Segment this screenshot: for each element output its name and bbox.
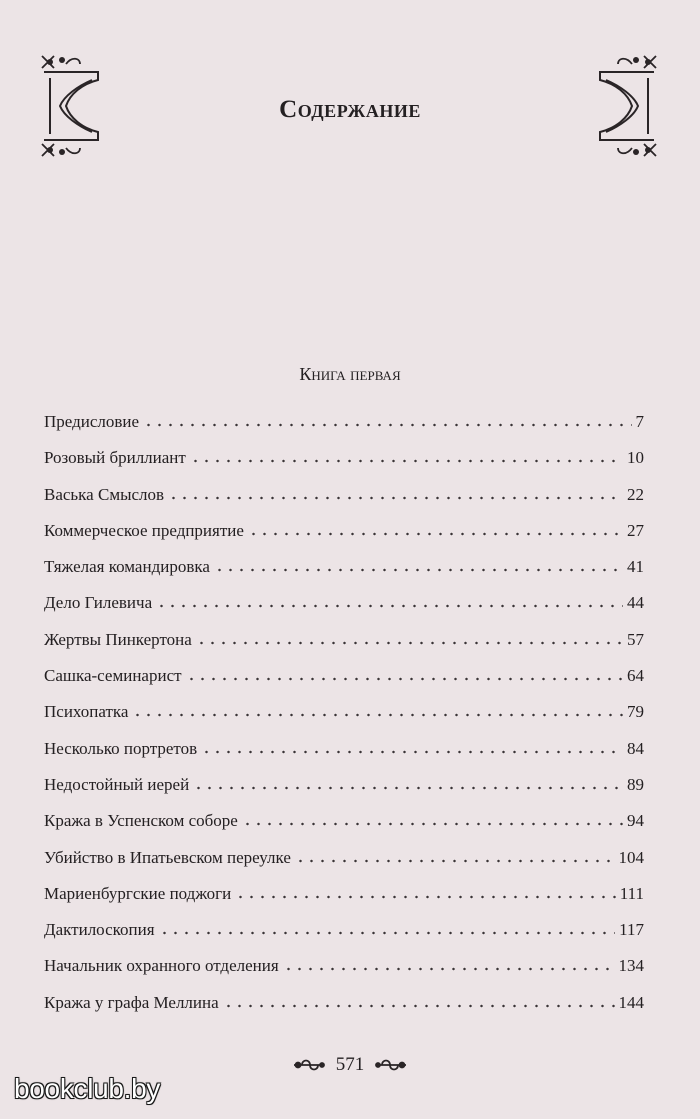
toc-entry-title: Коммерческое предприятие xyxy=(44,520,244,540)
toc-entry-title: Несколько портретов xyxy=(44,738,198,758)
dot-leader xyxy=(168,483,623,500)
toc-entry-title: Предисловие xyxy=(44,412,140,431)
toc-entry-title: Кража у графа Меллина xyxy=(44,992,219,1012)
toc-entry-title: Дело Гилевича xyxy=(44,593,153,613)
toc-entry-title: Тяжелая командировка xyxy=(44,557,210,577)
dot-leader xyxy=(190,446,623,463)
toc-entry-title: Жертвы Пинкертона xyxy=(44,629,192,649)
toc-entry-title: Кража в Успенском соборе xyxy=(44,811,238,831)
page-title: Содержание xyxy=(279,96,421,123)
toc-entry-page: 79 xyxy=(627,702,644,722)
dot-leader xyxy=(295,846,615,863)
toc-entry xyxy=(44,628,644,664)
toc-entry-page: 7 xyxy=(635,412,644,431)
toc-entry-title: Психопатка xyxy=(44,702,129,722)
dot-leader xyxy=(193,773,623,790)
dot-leader xyxy=(214,555,623,572)
toc-entry xyxy=(44,519,644,555)
footer-ornament-right-icon xyxy=(374,1056,408,1074)
toc-entry-page: 117 xyxy=(619,920,644,940)
toc-entry xyxy=(44,954,644,990)
dot-leader xyxy=(248,519,623,536)
toc-entry-page: 94 xyxy=(627,811,644,831)
toc-entry-page: 144 xyxy=(618,992,644,1012)
toc-entry-page: 22 xyxy=(627,484,644,504)
toc-entry xyxy=(44,882,644,918)
toc-entry xyxy=(44,664,644,700)
toc-entry xyxy=(44,918,644,954)
toc-entry-page: 57 xyxy=(627,629,644,649)
toc-entry-title: Розовый бриллиант xyxy=(44,448,186,468)
toc-entry xyxy=(44,809,644,845)
toc-entry-page: 89 xyxy=(627,774,644,794)
toc-entry-title: Начальник охранного отделения xyxy=(44,956,279,976)
dot-leader xyxy=(159,918,616,935)
toc-entry-title: Мариенбургские поджоги xyxy=(44,883,232,903)
dot-leader xyxy=(143,410,631,427)
toc-entry-page: 44 xyxy=(627,593,644,613)
toc-entry xyxy=(44,846,644,882)
toc-entry xyxy=(44,991,644,1027)
toc-entry-title: Васька Смыслов xyxy=(44,484,165,504)
dot-leader xyxy=(242,809,623,826)
dot-leader xyxy=(235,882,616,899)
dot-leader xyxy=(196,628,623,645)
footer-ornament-left-icon xyxy=(292,1056,326,1074)
toc-entry-page: 111 xyxy=(619,883,644,903)
toc-entry xyxy=(44,700,644,736)
toc-entry-page: 134 xyxy=(618,956,644,976)
toc-entry-page: 84 xyxy=(627,738,644,758)
dot-leader xyxy=(223,991,615,1008)
toc-entry xyxy=(44,555,644,591)
toc-entry-page: 41 xyxy=(627,557,644,577)
toc-entry-title: Убийство в Ипатьевском переулке xyxy=(44,847,291,867)
toc-entry-page: 27 xyxy=(627,520,644,540)
toc-entry xyxy=(44,483,644,519)
page-number: 571 xyxy=(335,1054,365,1075)
toc-entry xyxy=(44,446,644,482)
toc-entry-page: 64 xyxy=(627,666,644,686)
toc-entry-page: 10 xyxy=(627,448,644,468)
table-of-contents xyxy=(44,410,644,1027)
dot-leader xyxy=(283,954,615,971)
toc-entry-title: Недостойный иерей xyxy=(44,774,190,794)
site-watermark: bookclub.by xyxy=(14,1073,161,1104)
dot-leader xyxy=(156,591,623,608)
toc-entry xyxy=(44,773,644,809)
toc-entry-title: Дактилоскопия xyxy=(44,920,155,940)
dot-leader xyxy=(132,700,623,717)
toc-entry xyxy=(44,410,644,446)
toc-entry-page: 104 xyxy=(618,847,644,867)
toc-entry-title: Сашка-семинарист xyxy=(44,666,182,686)
section-title: Книга первая xyxy=(299,364,401,384)
toc-entry xyxy=(44,591,644,627)
toc-entry xyxy=(44,737,644,773)
dot-leader xyxy=(201,737,623,754)
dot-leader xyxy=(186,664,623,681)
